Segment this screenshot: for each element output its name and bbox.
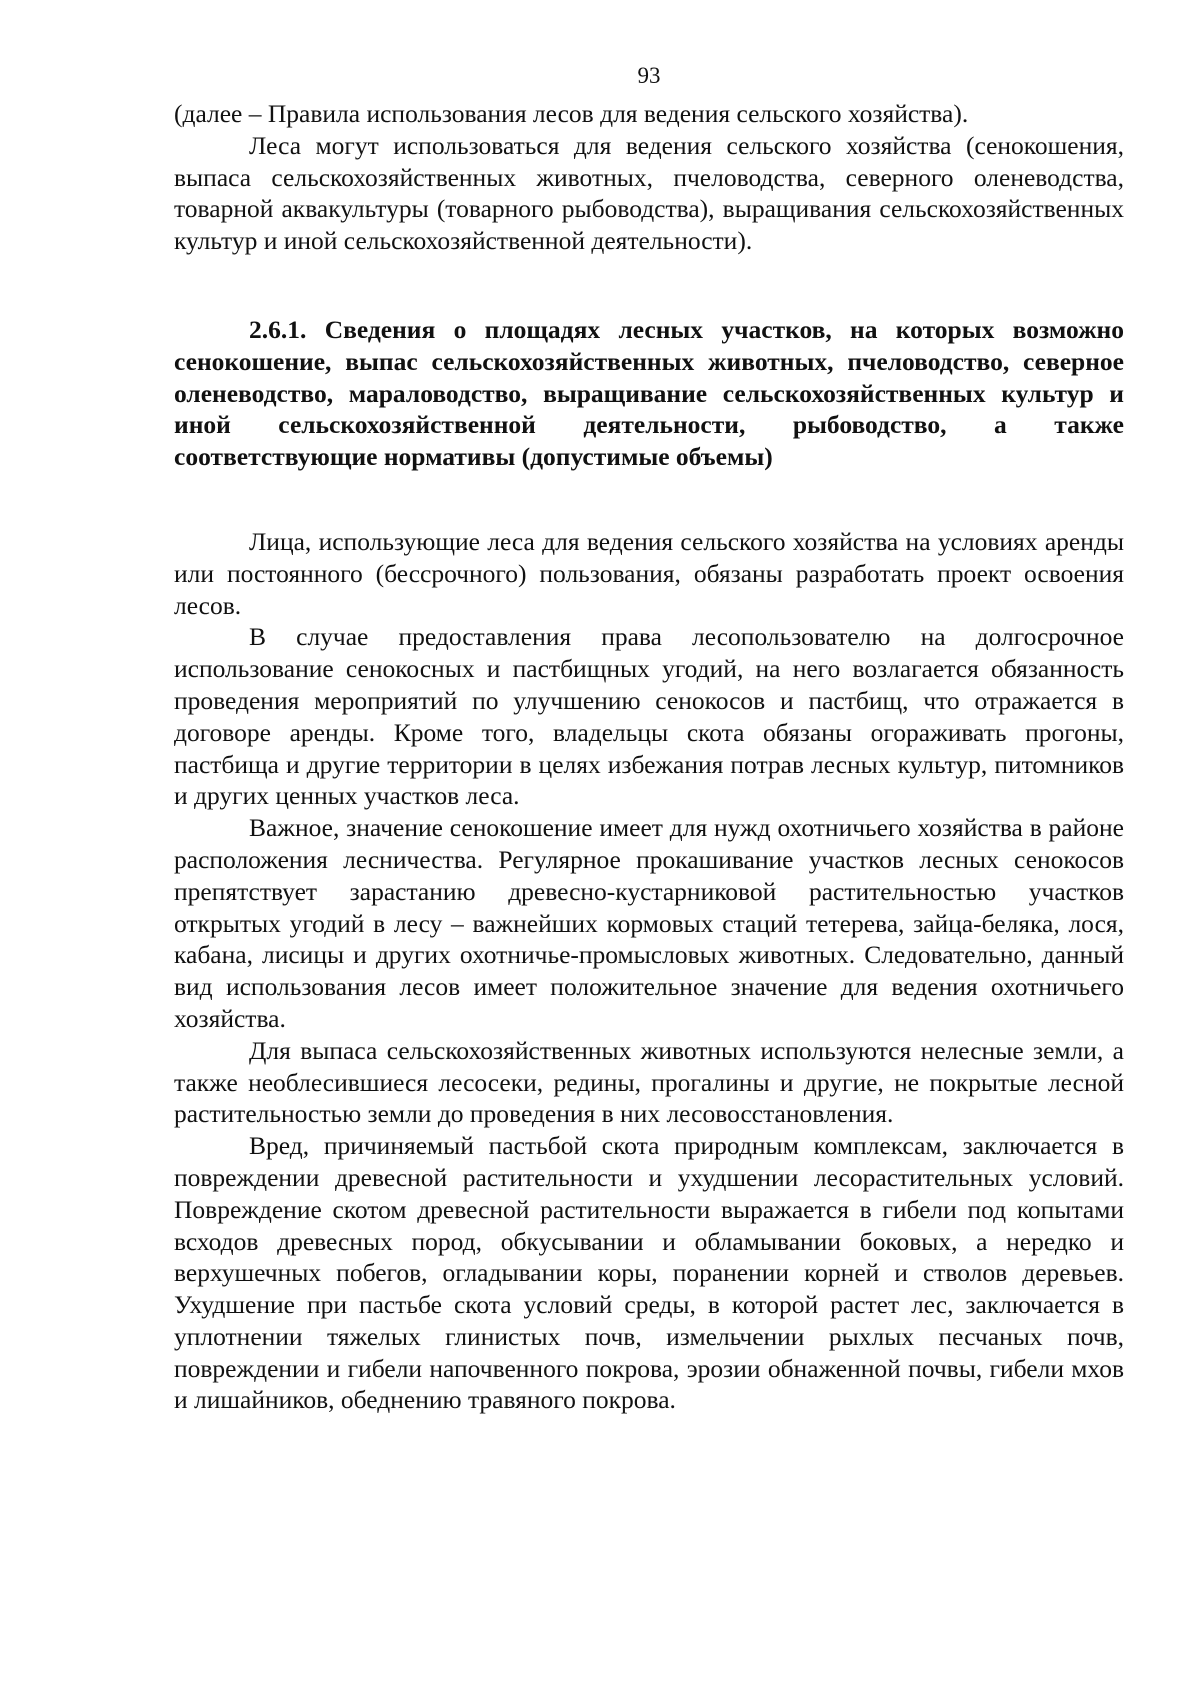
section-heading: 2.6.1. Сведения о площадях лесных участков, на которых возможно сенокошение, выпас сельскохозяйственных животных, пчеловодство, северное оленеводство, мараловодство, выращивание сельскохозяйственных культур и иной сельскохозяйственной деятельности, рыбоводство, а также соответствующие нормативы (допустимые объемы) <box>174 314 1124 472</box>
page-number: 93 <box>637 63 661 88</box>
body-paragraph-2: В случае предоставления права лесопользователю на долгосрочное использование сенокосных и пастбищных угодий, на него возлагается обязанность проведения мероприятий по улучшению сенокосов и пастбищ, что отражается в договоре аренды. Кроме того, владельцы скота обязаны огораживать прогоны, пастбища и другие территории в целях избежания потрав лесных культур, питомников и других ценных участков леса. <box>174 622 1124 811</box>
document-page <box>174 60 1124 1416</box>
body-paragraph-4: Для выпаса сельскохозяйственных животных используются нелесные земли, а также необлесившиеся лесосеки, редины, прогалины и другие, не покрытые лесной растительностью земли до проведения в них лесовосстановления. <box>174 1035 1124 1129</box>
body-paragraph-5: Вред, причиняемый пастьбой скота природным комплексам, заключается в повреждении древесной растительности и ухудшении лесорастительных условий. Повреждение скотом древесной растительности выражается в гибели под копытами всходов древесных пород, обкусывании и обламывании боковых, а нередко и верхушечных побегов, огладывании коры, поранении корней и стволов деревьев. Ухудшение при пастьбе скота условий среды, в которой растет лес, заключается в уплотнении тяжелых глинистых почв, измельчении рыхлых песчаных почв, повреждении и гибели напочвенного покрова, эрозии обнаженной почвы, гибели мхов и лишайников, обеднению травяного покрова. <box>174 1131 1124 1415</box>
body-paragraph-1: Лица, использующие леса для ведения сельского хозяйства на условиях аренды или постоянного (бессрочного) пользования, обязаны разработать проект освоения лесов. <box>174 526 1124 620</box>
intro-paragraph: Леса могут использоваться для ведения сельского хозяйства (сенокошения, выпаса сельскохозяйственных животных, пчеловодства, северного оленеводства, товарной аквакультуры (товарного рыбоводства), выращивания сельскохозяйственных культур и иной сельскохозяйственной деятельности). <box>174 130 1124 256</box>
body-paragraph-3: Важное, значение сенокошение имеет для нужд охотничьего хозяйства в районе расположения лесничества. Регулярное прокашивание участков лесных сенокосов препятствует зарастанию древесно-кустарниковой растительностью участков открытых угодий в лесу – важнейших кормовых стаций тетерева, зайца-беляка, лося, кабана, лисицы и других охотничье-промысловых животных. Следовательно, данный вид использования лесов имеет положительное значение для ведения охотничьего хозяйства. <box>174 813 1124 1033</box>
intro-continuation-paragraph: (далее – Правила использования лесов для ведения сельского хозяйства). <box>174 99 969 128</box>
